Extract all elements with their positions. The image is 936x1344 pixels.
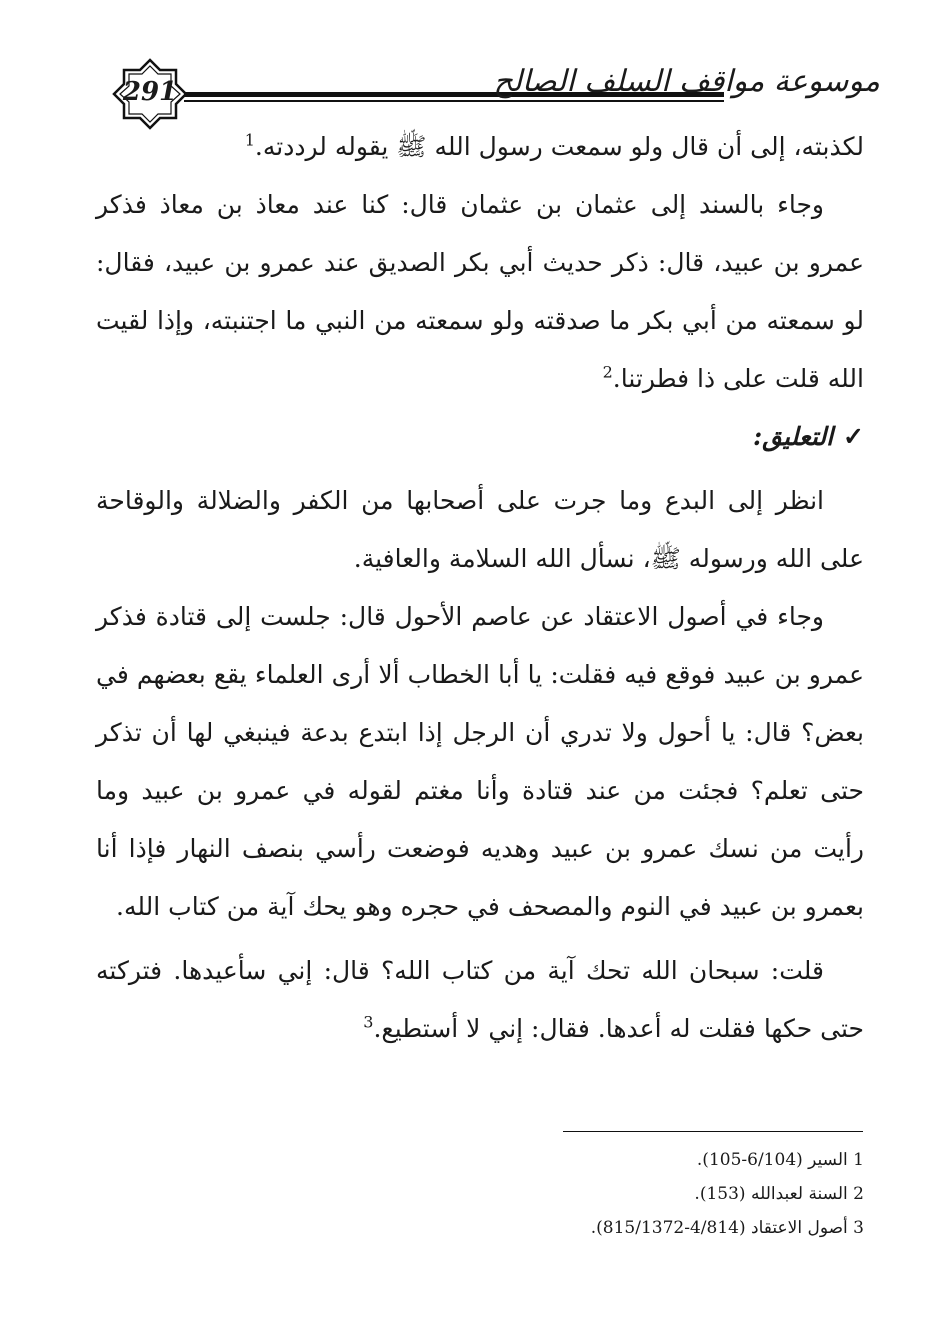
paragraph-3: انظر إلى البدع وما جرت على أصحابها من الكفر والضلالة والوقاحة على الله ورسوله ﷺ، نسأل الله السلامة والعافية. [96, 486, 864, 573]
footnote-item: 2 السنة لعبدالله (153). [694, 1184, 864, 1204]
footnote-ref-3: 3 [363, 1012, 374, 1032]
footnote-separator [563, 1131, 863, 1132]
footnote-item: 3 أصول الاعتقاد (4/814-815/1372). [590, 1218, 864, 1238]
main-text [96, 118, 864, 1058]
footnotes [460, 1143, 864, 1245]
paragraph-5: قلت: سبحان الله تحك آية من كتاب الله؟ قال: إني سأعيدها. فتركته حتى حكها فقلت له أعدها. فقال: إني لا أستطيع.$^3$ [96, 956, 864, 1043]
section-heading: ✓التعليق: [752, 422, 864, 451]
paragraph-1: لكذبته، إلى أن قال ولو سمعت رسول الله ﷺ يقوله لرددته.$^1$ [244, 130, 864, 161]
checkmark-icon: ✓ [843, 422, 864, 451]
footnote-ref-2: 2 [602, 362, 613, 382]
paragraph-2: وجاء بالسند إلى عثمان بن عثمان قال: كنا عند معاذ بن معاذ فذكر عمرو بن عبيد، قال: ذكر حديث أبي بكر الصديق عند عمرو بن عبيد، فقال: لو سمعته من أبي بكر ما صدقته ولو سمعته من النبي ما اجتنبته، وإذا لقيت الله قلت على ذا فطرتنا.$^2$ [96, 190, 864, 393]
footnote-ref-1: 1 [244, 130, 255, 150]
book-title: موسوعة مواقف السلف الصالح [493, 64, 880, 99]
header-rule-thin [184, 100, 724, 102]
paragraph-4: وجاء في أصول الاعتقاد عن عاصم الأحول قال: جلست إلى قتادة فذكر عمرو بن عبيد فوقع فيه فقلت: يا أبا الخطاب ألا أرى العلماء يقع بعضهم في بعض؟ قال: يا أحول ولا تدري أن الرجل إذا ابتدع بدعة فينبغي لها أن تذكر حتى تعلم؟ فجئت من عند قتادة وأنا مغتم لقوله في عمرو بن عبيد وما رأيت من نسك عمرو بن عبيد وهديه فوضعت رأسي بنصف النهار فإذا أنا بعمرو بن عبيد في النوم والمصحف في حجره وهو يحك آية من كتاب الله. [96, 602, 864, 921]
footnote-item: 1 السير (6/104-105). [696, 1150, 864, 1170]
page-number: 291 [122, 77, 178, 107]
